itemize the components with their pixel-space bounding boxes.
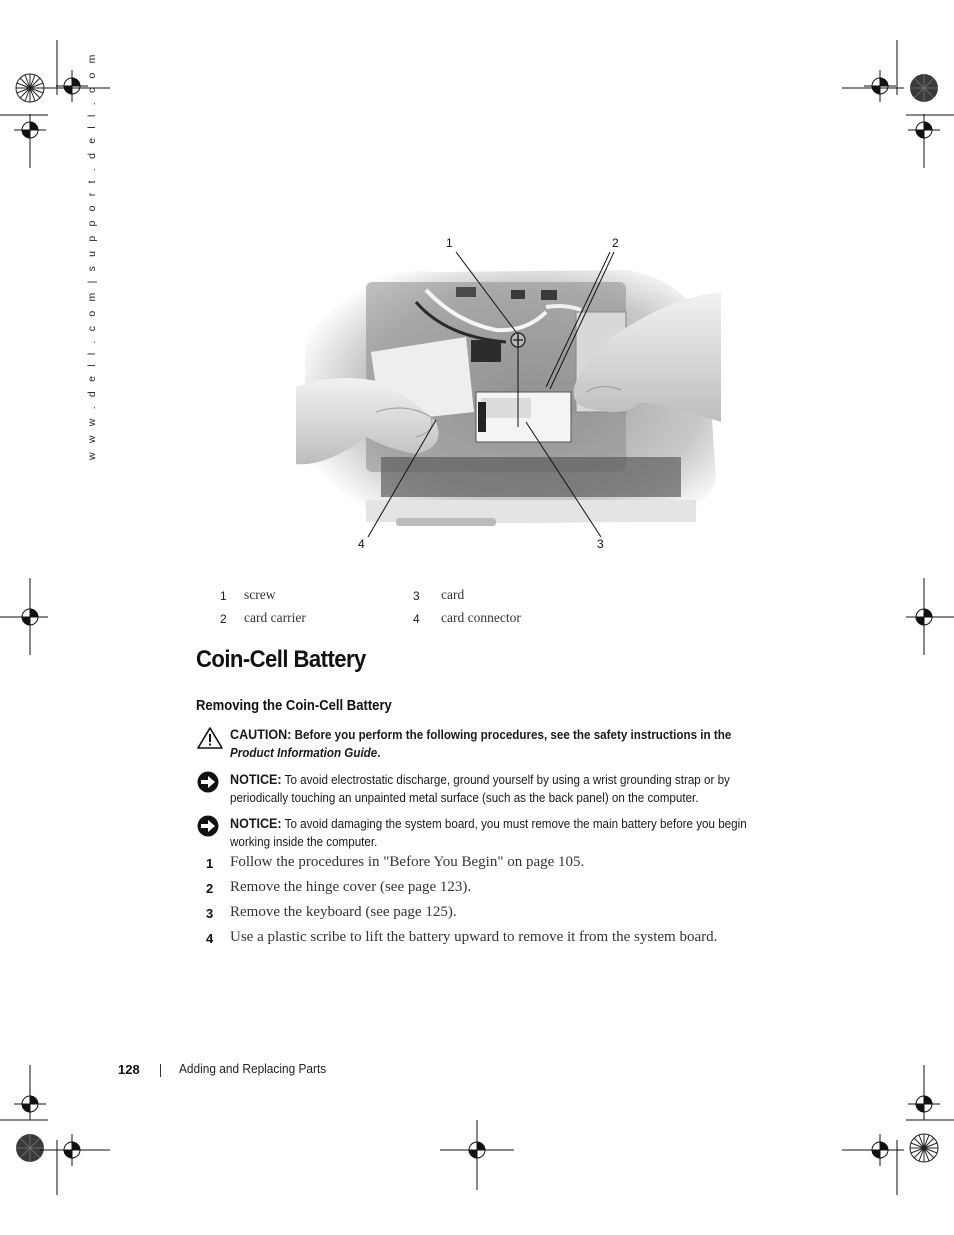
- subsection-title: Removing the Coin-Cell Battery: [196, 698, 392, 714]
- legend-number: 2: [220, 612, 227, 626]
- legend-label: card carrier: [244, 610, 306, 625]
- card-removal-figure: [296, 232, 721, 562]
- notice-esd: [196, 770, 796, 810]
- legend-row: [214, 587, 594, 610]
- notice-label: NOTICE:: [230, 772, 282, 787]
- notice-label: NOTICE:: [230, 816, 282, 831]
- step-text: Use a plastic scribe to lift the battery upward to remove it from the system board.: [230, 929, 718, 945]
- figure-legend: [214, 587, 594, 633]
- section-title: Coin-Cell Battery: [196, 646, 366, 673]
- page-number: 128: [118, 1062, 140, 1077]
- caution-note: [196, 726, 796, 766]
- legend-number: 1: [220, 589, 227, 603]
- callout-1: 1: [446, 236, 453, 250]
- side-url-text: w w w . d e l l . c o m | s u p p o r t . d e l l . c o m: [86, 51, 98, 460]
- side-website-url: [84, 51, 100, 462]
- caution-end: .: [377, 745, 381, 760]
- legend-label: screw: [244, 587, 276, 602]
- legend-label: card connector: [441, 610, 521, 625]
- caution-label: CAUTION:: [230, 727, 292, 742]
- notice-body: To avoid damaging the system board, you must remove the main battery before you begin working inside the computer.: [230, 817, 747, 849]
- caution-text: [230, 726, 760, 762]
- notice-body: To avoid electrostatic discharge, ground yourself by using a wrist grounding strap or by periodically touching an unpainted metal surface (such as the back panel) on the computer.: [230, 773, 730, 805]
- footer-chapter-title: Adding and Replacing Parts: [179, 1062, 327, 1076]
- notice-esd-text: [230, 771, 760, 807]
- legend-label: card: [441, 587, 465, 602]
- step-text: Remove the hinge cover (see page 123).: [230, 879, 472, 895]
- callout-3: 3: [597, 537, 604, 551]
- step-number: 3: [206, 906, 214, 921]
- step-number: 2: [206, 881, 214, 896]
- step-item: [206, 854, 806, 879]
- caution-triangle-icon: [196, 726, 224, 750]
- step-number: 1: [206, 856, 214, 871]
- legend-row: [214, 610, 594, 633]
- procedure-steps: [206, 854, 806, 954]
- callout-2: 2: [612, 236, 619, 250]
- caution-guide-name: Product Information Guide: [230, 745, 378, 760]
- step-text: Follow the procedures in "Before You Begin" on page 105.: [230, 854, 585, 870]
- callout-4: 4: [358, 537, 365, 551]
- step-text: Remove the keyboard (see page 125).: [230, 904, 457, 920]
- notice-icon: [196, 770, 220, 794]
- footer-divider: [160, 1064, 161, 1077]
- card-removal-illustration: [296, 232, 721, 562]
- notice-battery-text: [230, 815, 760, 851]
- step-item: [206, 879, 806, 904]
- notice-battery: [196, 814, 796, 854]
- step-item: [206, 904, 806, 929]
- legend-number: 4: [413, 612, 420, 626]
- step-item: [206, 929, 806, 954]
- caution-body: Before you perform the following procedures, see the safety instructions in the: [294, 728, 732, 742]
- notice-icon: [196, 814, 220, 838]
- step-number: 4: [206, 931, 214, 946]
- legend-number: 3: [413, 589, 420, 603]
